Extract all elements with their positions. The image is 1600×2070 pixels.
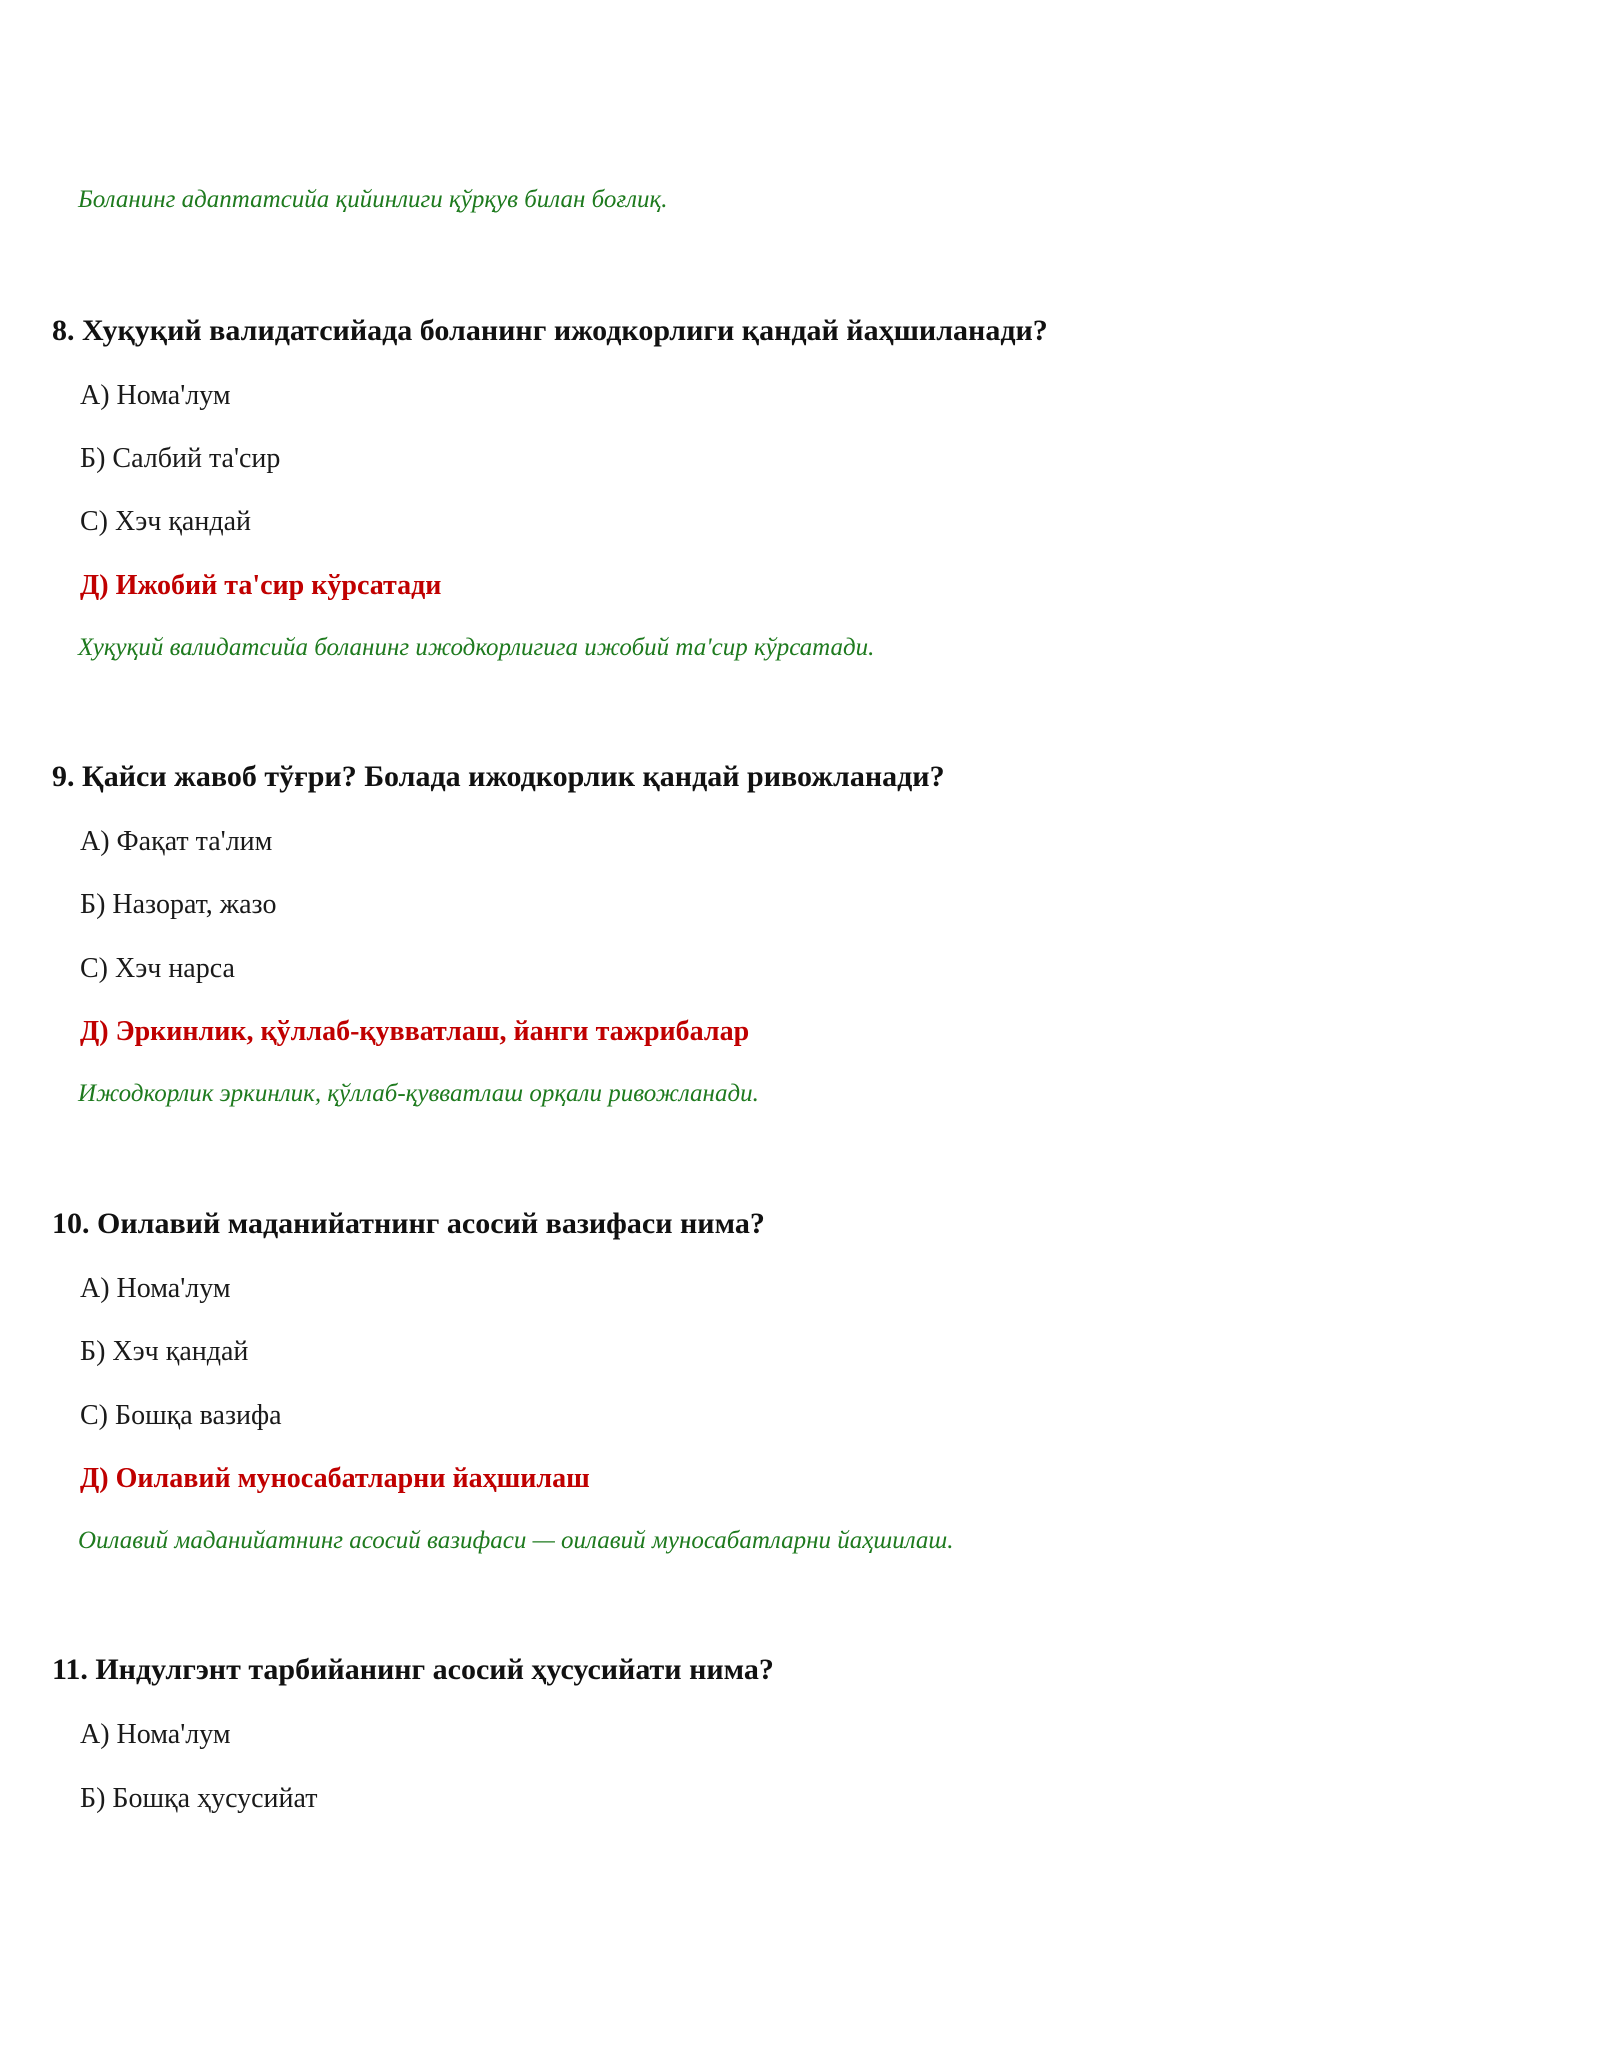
question-title: 11. Индулгэнт тарбийанинг асосий ҳусусийати нима?: [52, 1653, 774, 1686]
question-title: 9. Қайси жавоб тўғри? Болада ижодкорлик қандай ривожланади?: [52, 760, 945, 793]
correct-answer-option: Д) Эркинлик, қўллаб-қувватлаш, йанги тажрибалар: [80, 1016, 750, 1047]
explanation-text: Ижодкорлик эркинлик, қўллаб-қувватлаш орқали ривожланади.: [78, 1080, 759, 1107]
explanation-text: Хуқуқий валидатсийа боланинг ижодкорлигига ижобий та'сир кўрсатади.: [78, 634, 875, 661]
answer-option: А) Нома'лум: [80, 1273, 231, 1304]
answer-option: С) Хэч нарса: [80, 953, 235, 984]
answer-option: Б) Салбий та'сир: [80, 443, 281, 474]
explanation-text: Оилавий маданийатнинг асосий вазифаси — оилавий муносабатларни йаҳшилаш.: [78, 1527, 954, 1554]
correct-answer-option: Д) Ижобий та'сир кўрсатади: [80, 570, 442, 601]
answer-option: А) Фақат та'лим: [80, 826, 273, 857]
answer-option: А) Нома'лум: [80, 1719, 231, 1750]
answer-option: Б) Бошқа ҳусусийат: [80, 1783, 318, 1814]
answer-option: А) Нома'лум: [80, 380, 231, 411]
explanation-text: Боланинг адаптатсийа қийинлиги қўрқув билан боғлиқ.: [78, 186, 668, 213]
answer-option: С) Хэч қандай: [80, 506, 251, 537]
answer-option: С) Бошқа вазифа: [80, 1400, 282, 1431]
answer-option: Б) Назорат, жазо: [80, 889, 277, 920]
question-title: 10. Оилавий маданийатнинг асосий вазифаси нима?: [52, 1207, 765, 1240]
answer-option: Б) Хэч қандай: [80, 1336, 249, 1367]
correct-answer-option: Д) Оилавий муносабатларни йаҳшилаш: [80, 1463, 590, 1494]
question-title: 8. Хуқуқий валидатсийада боланинг ижодкорлиги қандай йаҳшиланади?: [52, 314, 1048, 347]
